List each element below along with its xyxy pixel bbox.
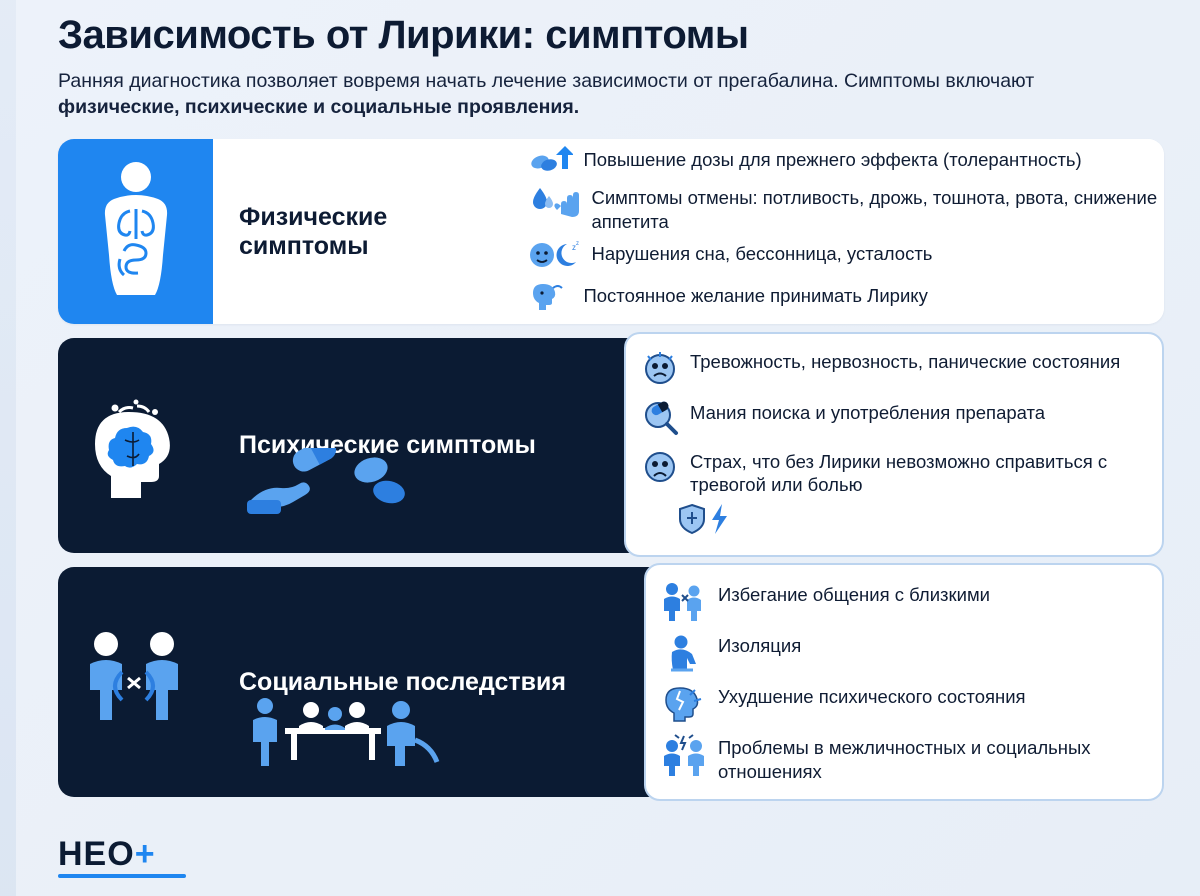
list-item-label: Избегание общения с близкими [718, 584, 990, 606]
logo-name: НЕО [58, 835, 135, 873]
list-item [640, 399, 1144, 442]
card-physical-body [213, 139, 1164, 324]
list-item-label: Постоянное желание принимать Лирику [583, 284, 928, 306]
head-brain-icon [81, 378, 191, 513]
card-mental-bullets [624, 332, 1164, 557]
subtitle-emphasis: физические, психические и социальные проявления. [58, 96, 580, 119]
card-mental-icon-panel [58, 338, 213, 553]
worried-face-icon [640, 448, 680, 491]
list-item [529, 240, 1164, 275]
pills-up-arrow-icon [529, 146, 573, 177]
avoiding-people-icon [660, 581, 708, 626]
card-mental-symptoms [58, 338, 1164, 553]
logo-text [58, 837, 186, 871]
subtitle-text: Ранняя диагностика позволяет вовремя начать лечение зависимости от прегабалина. Симптомы включают [58, 70, 1035, 93]
human-body-organs-icon [90, 159, 182, 304]
list-item [660, 632, 1144, 677]
page-title: Зависимость от Лирики: симптомы [58, 13, 749, 57]
logo-plus: + [134, 835, 156, 873]
card-physical-symptoms [58, 139, 1164, 324]
card-physical-icon-panel [58, 139, 213, 324]
list-item-label: Нарушения сна, бессонница, усталость [591, 242, 933, 264]
list-item [660, 683, 1144, 728]
card-social-title: Социальные последствия [239, 667, 566, 696]
hand-with-pills-icon [243, 448, 443, 531]
cards-container [0, 139, 1200, 797]
page-subtitle [58, 69, 1148, 121]
list-item [660, 581, 1144, 626]
list-item-label: Изоляция [718, 635, 802, 657]
sweat-drop-tremor-hand-icon [529, 184, 581, 223]
card-physical-title: Физические симптомы [239, 202, 388, 260]
magnifier-pill-search-icon [640, 399, 680, 442]
card-mental-title: Психические симптомы [239, 431, 536, 460]
list-item [529, 146, 1164, 177]
logo-underline [58, 874, 186, 878]
svg-text:z: z [572, 242, 577, 252]
header [0, 0, 1200, 121]
list-item [640, 348, 1144, 393]
list-item-label: Симптомы отмены: потливость, дрожь, тошнота, рвота, снижение аппетита [591, 187, 1158, 232]
list-item-label: Тревожность, нервозность, панические состояния [690, 350, 1121, 372]
list-item [660, 734, 1144, 782]
card-physical-bullets [493, 146, 1164, 316]
list-item [529, 184, 1164, 232]
person-sitting-alone-icon [660, 632, 708, 677]
list-item [640, 448, 1144, 496]
sleep-moon-zzz-icon [529, 240, 581, 275]
list-item-label: Проблемы в межличностных и социальных отношениях [718, 737, 1091, 782]
two-people-broken-link-icon [76, 620, 196, 745]
shield-lightning-icon [678, 502, 736, 541]
conflict-people-icon [660, 734, 708, 781]
list-item [529, 282, 1164, 317]
list-item [640, 502, 1144, 541]
list-item-label: Мания поиска и употребления препарата [690, 401, 1046, 423]
svg-text:z: z [576, 240, 580, 247]
head-craving-icon [529, 282, 573, 317]
footer-logo [58, 837, 186, 878]
list-item-label: Страх, что без Лирики невозможно справиться с тревогой или болью [690, 450, 1108, 496]
group-people-table-icon [239, 684, 449, 779]
card-social-bullets [644, 563, 1164, 801]
card-social-icon-panel [58, 567, 213, 797]
card-social-consequences [58, 567, 1164, 797]
head-cracked-icon [660, 683, 708, 728]
anxious-face-icon [640, 348, 680, 393]
list-item-label: Ухудшение психического состояния [718, 686, 1026, 708]
list-item-label: Повышение дозы для прежнего эффекта (толерантность) [583, 149, 1082, 171]
